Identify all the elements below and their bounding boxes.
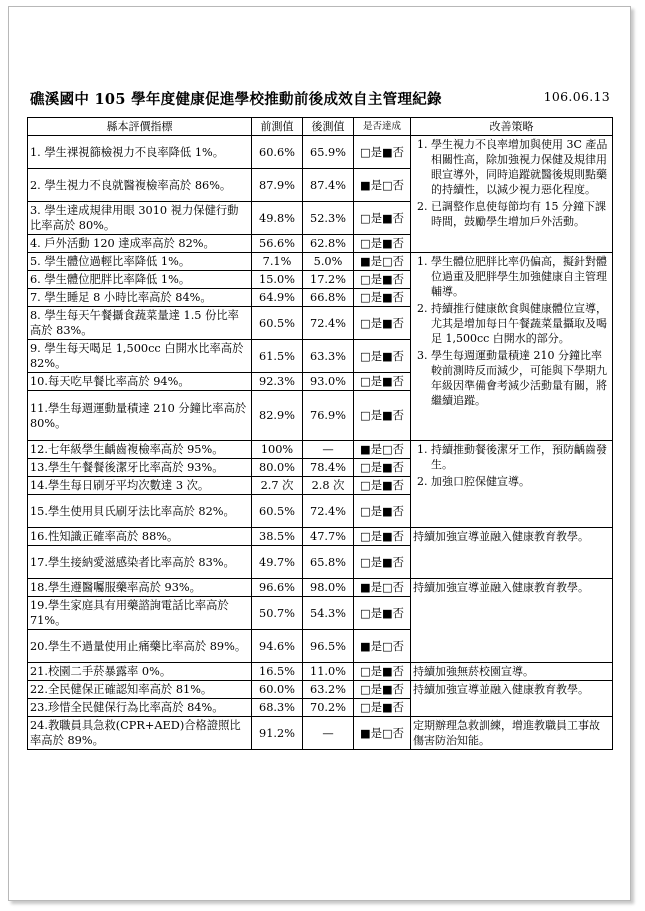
indicator-cell: 19.學生家庭具有用藥諮詢電話比率高於 71%。: [28, 597, 252, 630]
table-row: [28, 441, 613, 459]
table-row: [28, 717, 613, 750]
post-test-value: 63.2%: [303, 681, 354, 699]
post-test-value: 98.0%: [303, 579, 354, 597]
pre-test-value: 38.5%: [252, 528, 303, 546]
strategy-cell-medicine: [411, 579, 613, 663]
indicator-cell: 17.學生接納愛滋感染者比率高於 83%。: [28, 546, 252, 579]
strategy-cell-smoke: [411, 663, 613, 681]
achieved-status: □是■否: [354, 681, 411, 699]
strategy-text: 持續加強宣導並融入健康教育教學。: [413, 581, 589, 594]
strategy-item: 1. 持續推動餐後潔牙工作，預防齲齒發生。: [431, 442, 610, 472]
post-test-value: 78.4%: [303, 459, 354, 477]
pre-test-value: 60.6%: [252, 136, 303, 169]
achieved-status: □是■否: [354, 699, 411, 717]
table-row: [28, 528, 613, 546]
pre-test-value: 92.3%: [252, 373, 303, 391]
header-post: 後測值: [303, 118, 354, 136]
pre-test-value: 60.5%: [252, 307, 303, 340]
table-row: [28, 681, 613, 699]
document-title: [30, 88, 610, 109]
post-test-value: 63.3%: [303, 340, 354, 373]
indicator-cell: 5. 學生體位過輕比率降低 1%。: [28, 253, 252, 271]
strategy-cell-insurance: [411, 681, 613, 717]
achieved-status: □是■否: [354, 459, 411, 477]
pre-test-value: 80.0%: [252, 459, 303, 477]
header-achieved: 是否達成: [354, 118, 411, 136]
indicator-cell: 24.教職員具急救(CPR+AED)合格證照比率高於 89%。: [28, 717, 252, 750]
achieved-status: □是■否: [354, 271, 411, 289]
header-indicator: 縣本評價指標: [28, 118, 252, 136]
achieved-status: □是■否: [354, 528, 411, 546]
achieved-status: □是■否: [354, 373, 411, 391]
strategy-cell-sex: [411, 528, 613, 579]
post-test-value: —: [303, 441, 354, 459]
indicator-cell: 4. 戶外活動 120 達成率高於 82%。: [28, 235, 252, 253]
post-test-value: 65.8%: [303, 546, 354, 579]
strategy-cell-oral: [411, 441, 613, 528]
pre-test-value: 100%: [252, 441, 303, 459]
indicator-cell: 14.學生每日刷牙平均次數達 3 次。: [28, 477, 252, 495]
post-test-value: 87.4%: [303, 169, 354, 202]
pre-test-value: 49.8%: [252, 202, 303, 235]
post-test-value: 72.4%: [303, 495, 354, 528]
strategy-text: 定期辦理急救訓練，增進教職員工事故傷害防治知能。: [413, 719, 600, 747]
achieved-status: ■是□否: [354, 717, 411, 750]
table-header-row: [28, 118, 613, 136]
indicator-cell: 10.每天吃早餐比率高於 94%。: [28, 373, 252, 391]
evaluation-table: [27, 117, 613, 750]
pre-test-value: 16.5%: [252, 663, 303, 681]
strategy-cell-vision: [411, 136, 613, 253]
indicator-cell: 3. 學生達成規律用眼 3010 視力保健行動比率高於 80%。: [28, 202, 252, 235]
strategy-item: 1. 學生視力不良率增加與使用 3C 產品相關性高，除加強視力保健及規律用眼宣導外，同時追蹤就醫後規則點藥的持續性，以減少視力惡化程度。: [431, 137, 610, 197]
achieved-status: ■是□否: [354, 630, 411, 663]
strategy-list: [413, 254, 610, 408]
achieved-status: □是■否: [354, 391, 411, 441]
indicator-cell: 1. 學生裸視篩檢視力不良率降低 1%。: [28, 136, 252, 169]
pre-test-value: 60.0%: [252, 681, 303, 699]
pre-test-value: 60.5%: [252, 495, 303, 528]
indicator-cell: 16.性知識正確率高於 88%。: [28, 528, 252, 546]
indicator-cell: 12.七年級學生齲齒複檢率高於 95%。: [28, 441, 252, 459]
achieved-status: □是■否: [354, 235, 411, 253]
post-test-value: 62.8%: [303, 235, 354, 253]
indicator-cell: 13.學生午餐餐後潔牙比率高於 93%。: [28, 459, 252, 477]
pre-test-value: 7.1%: [252, 253, 303, 271]
indicator-cell: 15.學生使用貝氏刷牙法比率高於 82%。: [28, 495, 252, 528]
table-row: [28, 253, 613, 271]
pre-test-value: 50.7%: [252, 597, 303, 630]
indicator-cell: 9. 學生每天喝足 1,500cc 白開水比率高於 82%。: [28, 340, 252, 373]
post-test-value: 65.9%: [303, 136, 354, 169]
indicator-cell: 21.校園二手菸暴露率 0%。: [28, 663, 252, 681]
post-test-value: 52.3%: [303, 202, 354, 235]
strategy-text: 持續加強宣導並融入健康教育教學。: [413, 530, 589, 543]
strategy-item: 1. 學生體位肥胖比率仍偏高，擬針對體位過重及肥胖學生加強健康自主管理輔導。: [431, 254, 610, 299]
achieved-status: □是■否: [354, 477, 411, 495]
indicator-cell: 11.學生每週運動量積達 210 分鐘比率高於 80%。: [28, 391, 252, 441]
post-test-value: 72.4%: [303, 307, 354, 340]
pre-test-value: 2.7 次: [252, 477, 303, 495]
table-row: [28, 136, 613, 169]
pre-test-value: 64.9%: [252, 289, 303, 307]
achieved-status: ■是□否: [354, 441, 411, 459]
achieved-status: ■是□否: [354, 169, 411, 202]
pre-test-value: 68.3%: [252, 699, 303, 717]
achieved-status: □是■否: [354, 307, 411, 340]
table-row: [28, 579, 613, 597]
indicator-cell: 22.全民健保正確認知率高於 81%。: [28, 681, 252, 699]
achieved-status: □是■否: [354, 663, 411, 681]
achieved-status: □是■否: [354, 546, 411, 579]
indicator-cell: 18.學生遵醫囑服藥率高於 93%。: [28, 579, 252, 597]
post-test-value: 17.2%: [303, 271, 354, 289]
post-test-value: 47.7%: [303, 528, 354, 546]
achieved-status: □是■否: [354, 289, 411, 307]
strategy-item: 3. 學生每週運動量積達 210 分鐘比率較前測時反而減少，可能與下學期九年級因準備會考減少活動量有關，將繼續追蹤。: [431, 348, 610, 408]
pre-test-value: 96.6%: [252, 579, 303, 597]
post-test-value: 66.8%: [303, 289, 354, 307]
strategy-list: [413, 137, 610, 229]
strategy-cell-weight: [411, 253, 613, 441]
post-test-value: 54.3%: [303, 597, 354, 630]
pre-test-value: 82.9%: [252, 391, 303, 441]
achieved-status: □是■否: [354, 597, 411, 630]
pre-test-value: 15.0%: [252, 271, 303, 289]
achieved-status: □是■否: [354, 340, 411, 373]
indicator-cell: 6. 學生體位肥胖比率降低 1%。: [28, 271, 252, 289]
pre-test-value: 49.7%: [252, 546, 303, 579]
indicator-cell: 20.學生不過量使用止痛藥比率高於 89%。: [28, 630, 252, 663]
post-test-value: 2.8 次: [303, 477, 354, 495]
strategy-item: 2. 持續推行健康飲食與健康體位宣導，尤其是增加每日午餐蔬菜量攝取及喝足 1,500cc 白開水的部分。: [431, 301, 610, 346]
achieved-status: □是■否: [354, 495, 411, 528]
achieved-status: □是■否: [354, 202, 411, 235]
indicator-cell: 2. 學生視力不良就醫複檢率高於 86%。: [28, 169, 252, 202]
pre-test-value: 87.9%: [252, 169, 303, 202]
post-test-value: 70.2%: [303, 699, 354, 717]
post-test-value: —: [303, 717, 354, 750]
strategy-cell-firstaid: [411, 717, 613, 750]
pre-test-value: 61.5%: [252, 340, 303, 373]
table-row: [28, 663, 613, 681]
pre-test-value: 94.6%: [252, 630, 303, 663]
achieved-status: ■是□否: [354, 253, 411, 271]
achieved-status: ■是□否: [354, 579, 411, 597]
strategy-text: 持續加強無菸校園宣導。: [413, 665, 534, 678]
strategy-list: [413, 442, 610, 489]
strategy-text: 持續加強宣導並融入健康教育教學。: [413, 683, 589, 696]
header-strategy: 改善策略: [411, 118, 613, 136]
header-pre: 前測值: [252, 118, 303, 136]
indicator-cell: 23.珍惜全民健保行為比率高於 84%。: [28, 699, 252, 717]
post-test-value: 76.9%: [303, 391, 354, 441]
post-test-value: 93.0%: [303, 373, 354, 391]
achieved-status: □是■否: [354, 136, 411, 169]
post-test-value: 5.0%: [303, 253, 354, 271]
pre-test-value: 91.2%: [252, 717, 303, 750]
title-text: 礁溪國中 105 學年度健康促進學校推動前後成效自主管理紀錄: [30, 91, 442, 108]
indicator-cell: 8. 學生每天午餐攝食蔬菜量達 1.5 份比率高於 83%。: [28, 307, 252, 340]
document-date: 106.06.13: [543, 89, 610, 104]
indicator-cell: 7. 學生睡足 8 小時比率高於 84%。: [28, 289, 252, 307]
pre-test-value: 56.6%: [252, 235, 303, 253]
strategy-item: 2. 已調整作息使每節均有 15 分鐘下課時間，鼓勵學生增加戶外活動。: [431, 199, 610, 229]
strategy-item: 2. 加強口腔保健宣導。: [431, 474, 610, 489]
post-test-value: 96.5%: [303, 630, 354, 663]
post-test-value: 11.0%: [303, 663, 354, 681]
